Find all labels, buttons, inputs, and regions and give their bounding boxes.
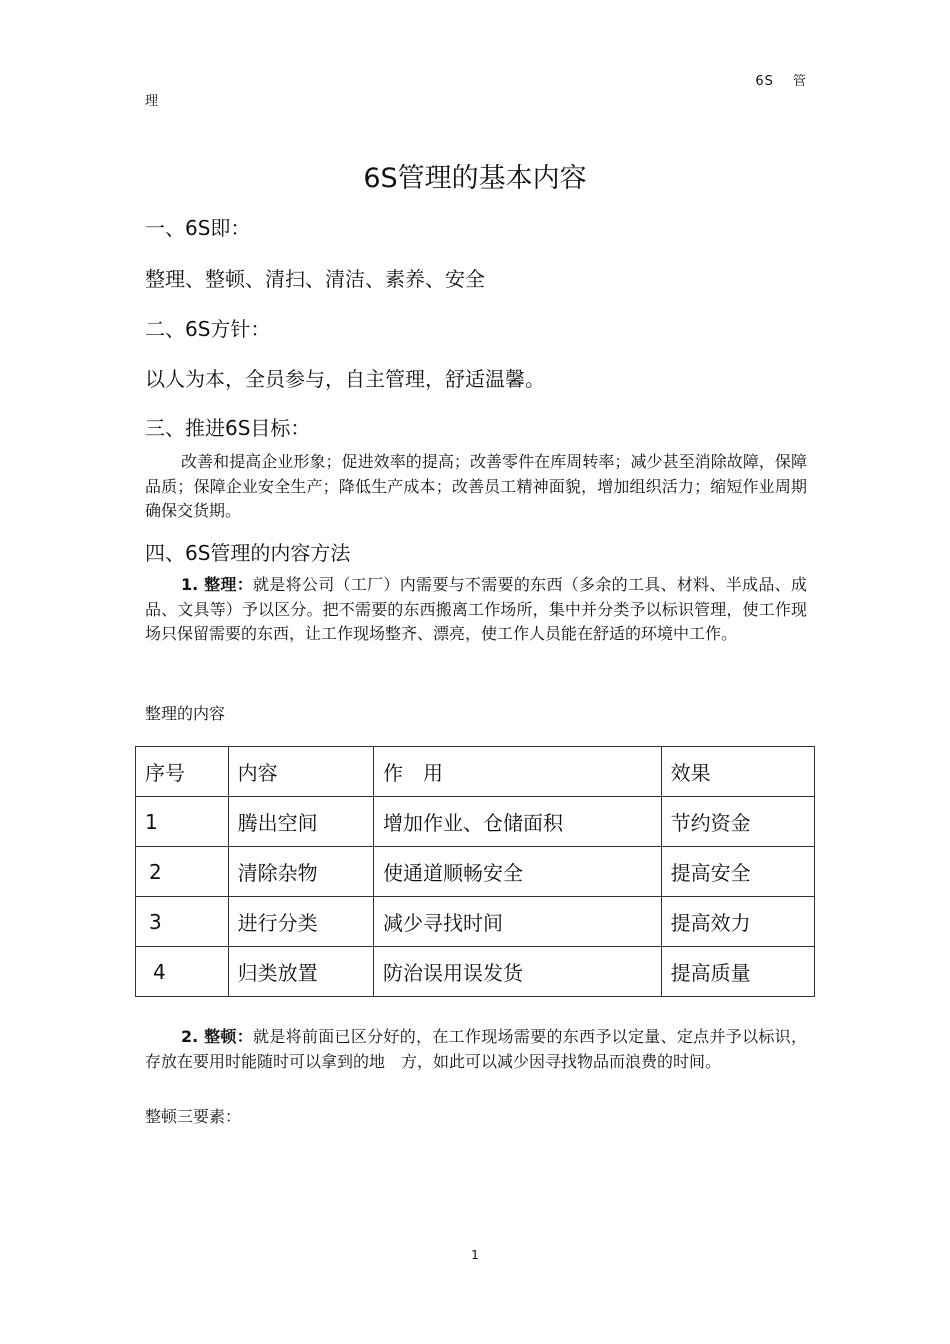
table-cell: 节约资金 xyxy=(661,797,814,847)
table-row xyxy=(136,947,815,997)
table-header-row xyxy=(136,747,815,797)
table-cell: 4 xyxy=(136,947,229,997)
table-cell: 提高质量 xyxy=(661,947,814,997)
table-header-cell: 作 用 xyxy=(373,747,661,797)
header-left: 理 xyxy=(145,94,159,109)
table-cell: 腾出空间 xyxy=(228,797,373,847)
table-cell: 提高安全 xyxy=(661,847,814,897)
table-cell: 进行分类 xyxy=(228,897,373,947)
paragraph-zhengli-text: 就是将公司（工厂）内需要与不需要的东西（多余的工具、材料、半成品、成品、文具等）予以区分。把不需要的东西搬离工作场所，集中并分类予以标识管理，使工作现场只保留需要的东西，让工作现场整齐、漂亮，使工作人员能在舒适的环境中工作。 xyxy=(145,575,807,643)
table-cell: 防治误用误发货 xyxy=(373,947,661,997)
paragraph-zhengdun-text: 就是将前面已区分好的，在工作现场需要的东西予以定量、定点并予以标识，存放在要用时能随时可以拿到的地 方，如此可以减少因寻找物品而浪费的时间。 xyxy=(145,1027,807,1071)
table-cell: 归类放置 xyxy=(228,947,373,997)
table-cell: 2 xyxy=(136,847,229,897)
table-cell: 减少寻找时间 xyxy=(373,897,661,947)
section-2-heading: 二、6S方针： xyxy=(145,317,271,341)
section-3-text: 改善和提高企业形象；促进效率的提高；改善零件在库周转率；减少甚至消除故障，保障品质；保障企业安全生产；降低生产成本；改善员工精神面貌，增加组织活力；缩短作业周期确保交货期。 xyxy=(145,452,807,520)
section-2-body: 以人为本，全员参与，自主管理，舒适温馨。 xyxy=(145,367,545,391)
table-cell: 使通道顺畅安全 xyxy=(373,847,661,897)
table-cell: 增加作业、仓储面积 xyxy=(373,797,661,847)
page-number: 1 xyxy=(471,1248,479,1262)
table-cell: 3 xyxy=(136,897,229,947)
table-caption: 整理的内容 xyxy=(145,704,226,723)
paragraph-zhengdun xyxy=(145,1025,807,1074)
table-cell: 1 xyxy=(136,797,229,847)
page-title: 6S管理的基本内容 xyxy=(363,163,587,194)
section-4-heading: 四、6S管理的内容方法 xyxy=(145,541,351,565)
section-1-body: 整理、整顿、清扫、清洁、素养、安全 xyxy=(145,267,485,291)
paragraph-zhengdun-label: 2. 整顿： xyxy=(181,1027,253,1046)
table-row xyxy=(136,797,815,847)
table-row xyxy=(136,897,815,947)
table-header-cell: 序号 xyxy=(136,747,229,797)
section-1-heading: 一、6S即： xyxy=(145,216,251,240)
table-header-cell: 效果 xyxy=(661,747,814,797)
paragraph-zhengli-label: 1. 整理： xyxy=(181,575,253,594)
table-cell: 清除杂物 xyxy=(228,847,373,897)
table-header-cell: 内容 xyxy=(228,747,373,797)
section-3-heading: 三、推进6S目标： xyxy=(145,416,311,440)
zhengdun-elements-label: 整顿三要素： xyxy=(145,1107,242,1126)
zhengli-table xyxy=(135,746,815,997)
section-3-body xyxy=(145,450,807,524)
table-cell: 提高效力 xyxy=(661,897,814,947)
paragraph-zhengli xyxy=(145,573,807,647)
table-row xyxy=(136,847,815,897)
header-right: 6S 管 xyxy=(755,74,807,89)
